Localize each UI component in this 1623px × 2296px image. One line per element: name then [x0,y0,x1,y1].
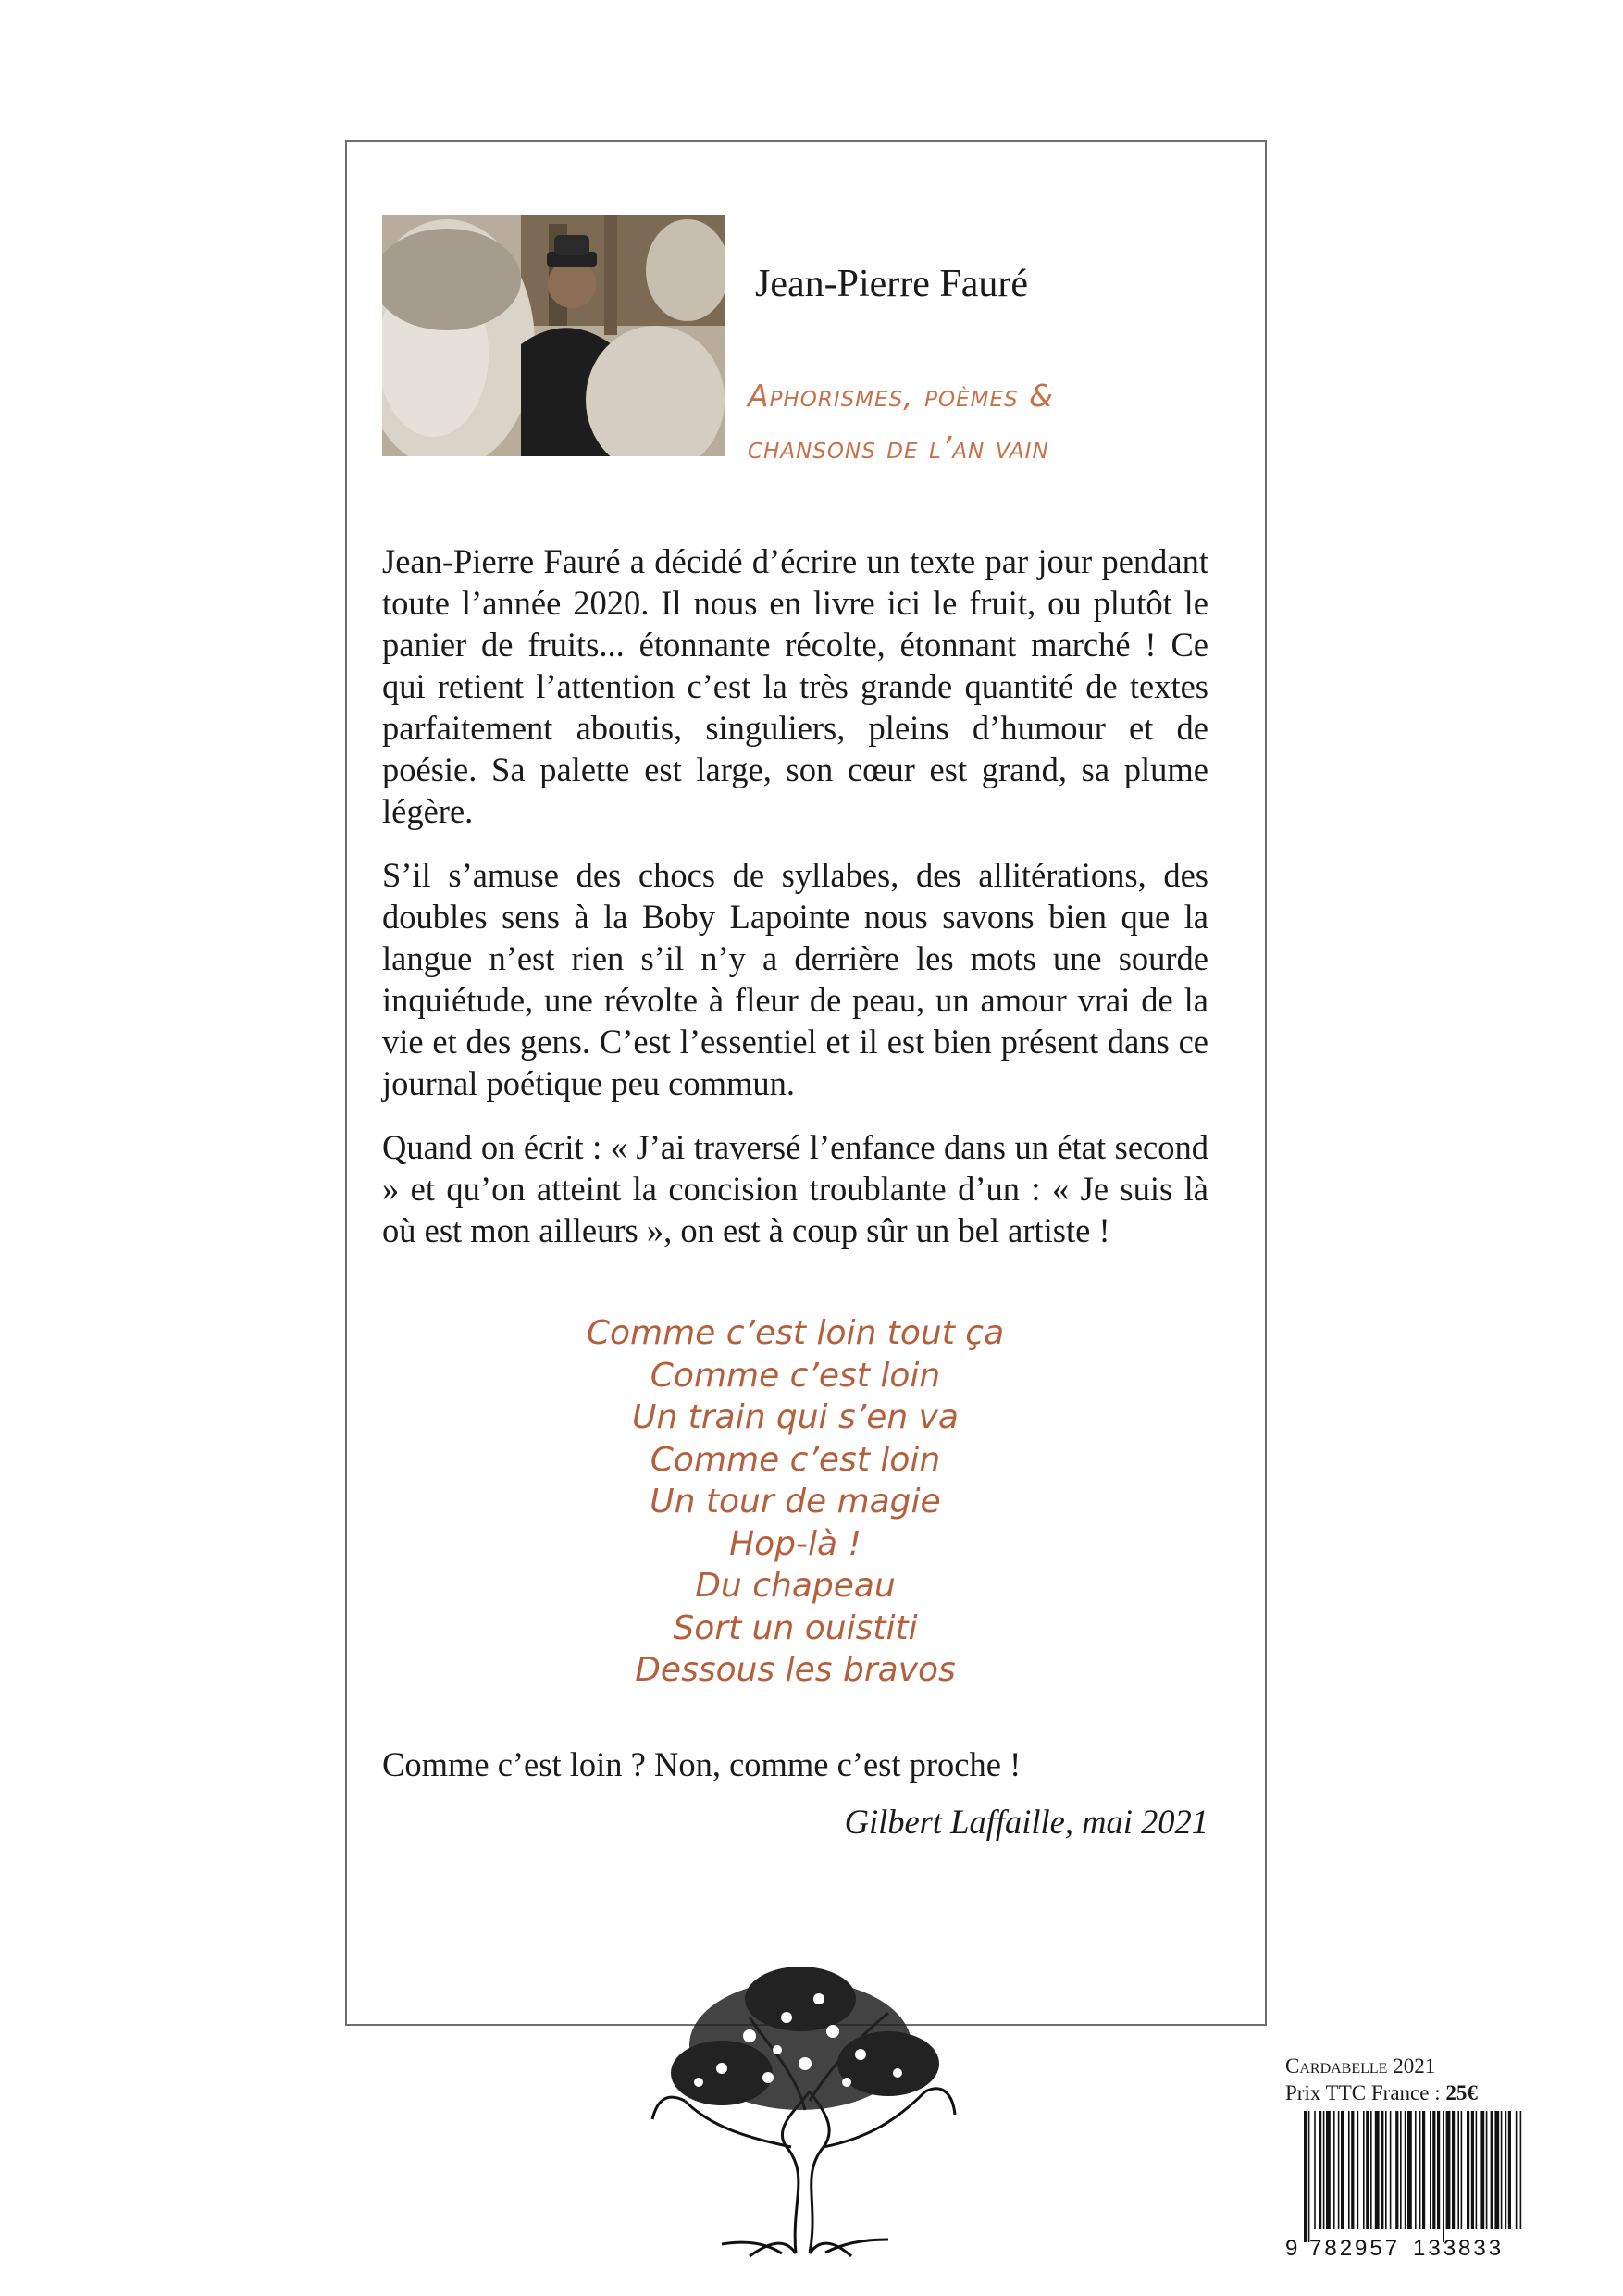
barcode-bar [1486,2111,1488,2229]
barcode-bar [1405,2111,1406,2229]
barcode-bar [1491,2111,1493,2229]
poem-excerpt [382,1312,1208,1692]
barcode-bar [1314,2111,1316,2229]
isbn-group-2: 133833 [1413,2236,1505,2259]
barcode-bar [1430,2111,1431,2229]
barcode-bar [1319,2111,1321,2229]
closing-line: Comme c’est loin ? Non, comme c’est proche ! [382,1745,1022,1783]
barcode-bar [1370,2111,1372,2229]
poem-line: Dessous les bravos [635,1651,956,1689]
poem-line: Hop-là ! [729,1524,861,1563]
barcode-bar [1395,2111,1398,2229]
barcode-bar [1341,2111,1344,2229]
barcode-bar [1452,2111,1455,2229]
barcode-bar [1494,2111,1499,2229]
barcode-bar [1348,2111,1350,2229]
blurb-paragraph: S’il s’amuse des chocs de syllabes, des allitérations, des doubles sens à la Boby Lapointe nous savons bien que la langue n’est rien s’il n’y a derrière les mots une sourde inquiétude, une révolte à fleur de peau, un amour vrai de la vie et des gens. C’est l’essentiel et il est bien présent dans ce journal poétique peu commun. [382,856,1208,1102]
price-line [1285,2079,1478,2106]
barcode-bar [1457,2111,1459,2229]
barcode-bar [1437,2111,1440,2229]
poem-line: Du chapeau [695,1567,896,1605]
barcode-bar [1385,2111,1387,2229]
isbn-group-1: 782957 [1309,2236,1401,2259]
subtitle-line-2: chansons de l’an vain [748,429,1049,465]
barcode-bar [1390,2111,1392,2229]
book-subtitle [748,370,1054,474]
barcode-bar [1415,2111,1417,2229]
barcode-bar [1407,2111,1412,2229]
barcode-bar [1304,2111,1307,2242]
barcode-bar [1351,2111,1354,2229]
isbn-barcode [1283,2111,1524,2259]
barcode-bar [1333,2111,1335,2229]
barcode-bar [1381,2111,1383,2229]
barcode-bar [1501,2111,1503,2229]
barcode-bar [1508,2111,1511,2229]
author-photo [382,215,725,456]
poem-line: Comme c’est loin [650,1440,941,1479]
tree-logo-icon [611,1962,990,2267]
poem-line: Un tour de magie [650,1483,941,1520]
barcode-bar [1357,2111,1359,2229]
barcode-bar [1338,2111,1340,2229]
barcode-bar [1366,2111,1369,2229]
barcode-bar [1516,2111,1518,2229]
poem-line: Un train qui s’en va [632,1398,959,1436]
barcode-bar [1443,2111,1444,2242]
author-name: Jean-Pierre Fauré [755,263,1029,305]
price-value: 25€ [1445,2081,1478,2104]
barcode-bar [1432,2111,1435,2229]
review-signature: Gilbert Laffaille, mai 2021 [844,1803,1208,1841]
barcode-bar [1400,2111,1402,2229]
barcode-bar [1308,2111,1310,2242]
barcode-bar [1323,2111,1325,2229]
barcode-bar [1363,2111,1365,2229]
poem-line: Comme c’est loin [650,1356,941,1395]
publisher-info [1285,2053,1478,2106]
barcode-bar [1419,2111,1421,2229]
publisher-name: Cardabelle 2021 [1285,2054,1436,2078]
barcode-bar [1471,2111,1474,2229]
subtitle-line-1: Aphorismes, poèmes & [748,378,1054,414]
blurb-text [382,540,1208,1273]
author-photo-illustration [382,215,725,456]
barcode-bar [1480,2111,1484,2229]
price-label: Prix TTC France : [1285,2081,1446,2104]
barcode-bar [1520,2111,1522,2229]
poem-line: Comme c’est loin tout ça [586,1314,1005,1352]
barcode-bar [1326,2111,1331,2229]
barcode-bar [1467,2111,1469,2229]
isbn-first-digit: 9 [1285,2236,1298,2259]
barcode-bars [1304,2111,1521,2242]
blurb-paragraph: Jean-Pierre Fauré a décidé d’écrire un texte par jour pendant toute l’année 2020. Il nous en livre ici le fruit, ou plutôt le panier de fruits... étonnante récolte, étonnant marché ! Ce qui retient l’attention c’est la très grande quantité de textes parfaitement aboutis, singuliers, pleins d’humour et de poésie. Sa palette est large, son cœur est grand, sa plume légère. [382,542,1208,830]
barcode-bar [1505,2111,1507,2229]
barcode-bar [1375,2111,1380,2229]
barcode-bar [1461,2111,1463,2229]
barcode-bar [1476,2111,1478,2229]
barcode-bar [1422,2111,1425,2229]
barcode-bar [1446,2111,1451,2229]
blurb-paragraph: Quand on écrit : « J’ai traversé l’enfance dans un état second » et qu’on atteint la concision troublante d’un : « Je suis là où est mon ailleurs », on est à coup sûr un bel artiste ! [382,1128,1208,1249]
poem-line: Sort un ouistiti [673,1608,918,1647]
